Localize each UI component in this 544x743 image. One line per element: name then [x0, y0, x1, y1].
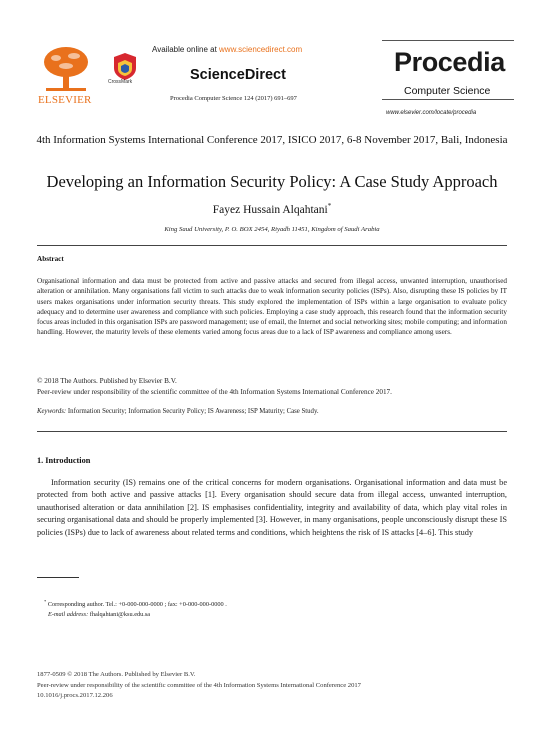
sciencedirect-link[interactable]: www.sciencedirect.com	[219, 45, 303, 54]
footnote-corresponding	[44, 599, 227, 608]
author	[0, 202, 544, 216]
abstract-heading: Abstract	[37, 255, 64, 263]
copyright-line: © 2018 The Authors. Published by Elsevier B.V.	[37, 377, 177, 385]
keywords-list: Information Security; Information Security Policy; IS Awareness; ISP Maturity; Case Study.	[66, 408, 319, 415]
introduction-heading: 1. Introduction	[37, 456, 91, 465]
footnote-rule	[37, 577, 79, 578]
divider-top	[37, 245, 507, 246]
footnote-contact: Corresponding author. Tel.: +0-000-000-0000 ; fax: +0-000-000-0000 .	[46, 601, 227, 609]
procedia-subtitle: Computer Science	[404, 85, 491, 97]
footnote-email	[48, 611, 150, 618]
available-prefix: Available online at	[152, 45, 220, 54]
footer-doi[interactable]: 10.1016/j.procs.2017.12.206	[37, 692, 113, 699]
journal-reference: Procedia Computer Science 124 (2017) 691–697	[170, 95, 297, 102]
crossmark-label: CrossMark	[108, 79, 133, 85]
footer-issn: 1877-0509 © 2018 The Authors. Published by Elsevier B.V.	[37, 671, 196, 678]
keywords	[37, 408, 319, 415]
author-name: Fayez Hussain Alqahtani	[212, 203, 328, 216]
footer-peer-review: Peer-review under responsibility of the scientific committee of the 4th Information Systems International Conference 2017	[37, 682, 361, 689]
paper-title: Developing an Information Security Policy: A Case Study Approach	[46, 172, 498, 191]
elsevier-wordmark: ELSEVIER	[38, 94, 92, 106]
peer-review-line: Peer-review under responsibility of the scientific committee of the 4th Information Systems International Conference 2017.	[37, 388, 392, 396]
available-online	[152, 45, 302, 54]
introduction-text: Information security (IS) remains one of the critical concerns for modern organisations. Organisational information and data must be protected from both active and passive attacks [1]. Every organisation should secure data from illegal access, unwanted interruption, unauthorised alteration or data annihilation [2]. IS emphasises confidentiality, integrity and availability of data, which play vital roles in securing organisational data and should be properly implemented [3]. However, in many organisations, people unconsciously disrupt these IS policies (ISPs) due to lack of awareness about related terms and conditions, which heightens the risk of IS attacks [4–6]. This study	[37, 478, 507, 537]
author-mark: *	[327, 202, 332, 210]
procedia-url[interactable]: www.elsevier.com/locate/procedia	[386, 110, 477, 116]
affiliation: King Saud University, P. O. BOX 2454, Riyadh 11451, Kingdom of Saudi Arabia	[164, 226, 380, 233]
footnote-mark: *	[44, 599, 47, 604]
procedia-logo: Procedia	[394, 47, 505, 77]
email-address[interactable]: fhalqahtani@ksu.edu.sa	[88, 611, 151, 618]
conference-line: 4th Information Systems International Conference 2017, ISICO 2017, 6-8 November 2017, Bali, Indonesia	[36, 134, 508, 146]
keywords-label: Keywords:	[37, 408, 67, 415]
divider-bottom	[37, 431, 507, 432]
abstract-text: Organisational information and data must be protected from active and passive attacks and secured from illegal access, unwanted interruption, unauthorised alteration or annihilation. Many organisations fall victim to such attacks due to weak information security policies (ISPs). Also, disrupting these IS policies by IT users makes organisations under information security threats. This study explored the implementation of ISPs within a large organisation to evaluate policy adequacy and to determine user awareness and compliance with such policies. Employing a case study approach, this research found that the information security focus areas included in this organisation ISPs are password management; use of email, the Internet and social networking sites; mobile computing; and information handling. However, the maturity levels of these elements varied among focus areas due to a lack of ISP awareness and compliance among users.	[37, 277, 507, 337]
email-label: E-mail address:	[48, 611, 89, 618]
sciencedirect-title: ScienceDirect	[190, 67, 286, 83]
